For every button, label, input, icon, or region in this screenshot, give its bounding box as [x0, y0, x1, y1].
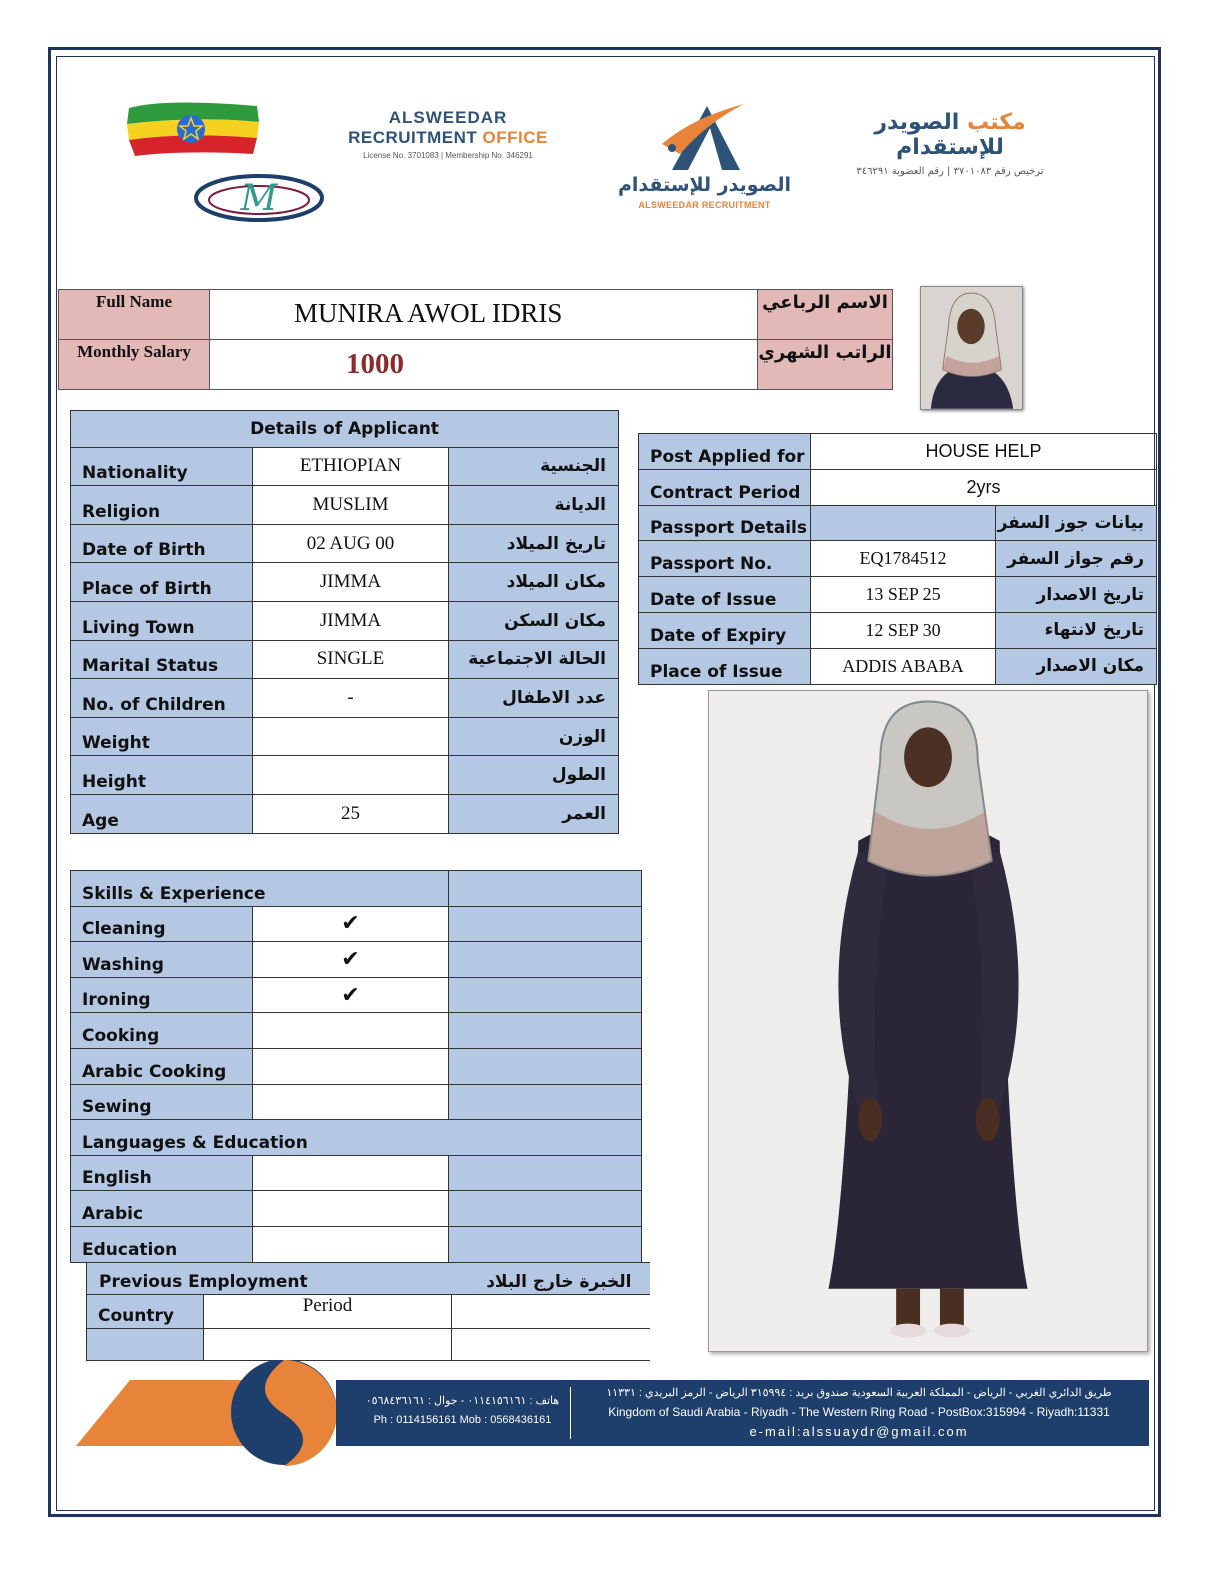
ethiopia-flag-logo: [125, 100, 261, 158]
details-value: -: [253, 679, 449, 718]
details-label: No. of Children: [71, 679, 253, 718]
previous-employment-title-ar: الخبرة خارج البلاد: [486, 1271, 632, 1292]
skill-check: [253, 1084, 449, 1120]
skill-label: Cooking: [71, 1013, 253, 1049]
office-license-text: License No. 3701083 | Membership No. 346291: [363, 151, 533, 160]
details-value: 25: [253, 794, 449, 833]
footer-address-en: Kingdom of Saudi Arabia - Riyadh - The Western Ring Road - PostBox:315994 - Riyadh:11331: [608, 1405, 1110, 1419]
details-value: MUSLIM: [253, 486, 449, 525]
passport-row: [639, 612, 1157, 648]
language-label: English: [71, 1155, 253, 1191]
arabic-office-brand: الصويدر للإستقدام: [874, 110, 1004, 160]
skill-row: [71, 1048, 642, 1084]
details-row: [71, 640, 619, 679]
details-title: Details of Applicant: [71, 411, 619, 448]
details-label-ar: العمر: [449, 794, 619, 833]
full-name-label: Full Name: [59, 290, 210, 340]
arabic-office-name: [820, 110, 1080, 160]
details-label: Religion: [71, 486, 253, 525]
details-label-ar: عدد الاطفال: [449, 679, 619, 718]
name-salary-table: [58, 289, 893, 390]
previous-period-value: [204, 1329, 452, 1361]
passport-row: [639, 577, 1157, 613]
skill-label: Sewing: [71, 1084, 253, 1120]
office-name-logo: [330, 108, 566, 178]
passport-label-ar: تاريخ الاصدار: [996, 577, 1157, 613]
details-value: SINGLE: [253, 640, 449, 679]
details-label-ar: مكان الميلاد: [449, 563, 619, 602]
skill-check: ✔: [253, 942, 449, 978]
office-name-line1: ALSWEEDAR: [388, 108, 508, 127]
monthly-salary-label-ar: الراتب الشهري: [758, 340, 893, 390]
passport-label: Date of Issue: [639, 577, 811, 613]
previous-employment-header: [87, 1263, 650, 1295]
details-value: [253, 756, 449, 795]
period-label: Period: [204, 1295, 452, 1329]
passport-details-title: Passport Details: [639, 505, 811, 541]
skills-table: [70, 870, 642, 1263]
a-logo-arabic-text: الصويدر للإستقدام: [617, 174, 792, 196]
passport-label-ar: رقم جواز السفر: [996, 541, 1157, 577]
contract-period-value: 2yrs: [811, 469, 1157, 505]
passport-row: [639, 541, 1157, 577]
footer-divider: [570, 1387, 571, 1439]
details-value: JIMMA: [253, 563, 449, 602]
details-table: [70, 410, 619, 834]
details-label: Weight: [71, 717, 253, 756]
skill-label: Arabic Cooking: [71, 1048, 253, 1084]
language-label: Arabic: [71, 1191, 253, 1227]
skill-blank: [449, 1048, 642, 1084]
language-value: [253, 1155, 449, 1191]
details-row: [71, 524, 619, 563]
details-label-ar: مكان السكن: [449, 601, 619, 640]
footer-address-ar: طريق الدائري الغربي - الرياض - المملكة العربية السعودية صندوق بريد : ٣١٥٩٩٤ الرياض - الرمز البريدي : ١١٣٣١: [606, 1387, 1112, 1399]
skill-row: [71, 906, 642, 942]
details-label-ar: الديانة: [449, 486, 619, 525]
arabic-license-text: ترخيص رقم ٣٧٠١٠٨٣ | رقم العضوية ٣٤٦٢٩١: [856, 166, 1044, 177]
passport-label-ar: مكان الاصدار: [996, 648, 1157, 684]
details-label: Date of Birth: [71, 524, 253, 563]
contract-period-label: Contract Period: [639, 469, 811, 505]
skill-label: Cleaning: [71, 906, 253, 942]
language-row: [71, 1155, 642, 1191]
post-applied-value: HOUSE HELP: [811, 434, 1157, 470]
details-label: Nationality: [71, 447, 253, 486]
office-name-line2: [330, 128, 566, 148]
skill-blank: [449, 977, 642, 1013]
footer-phone-en: Ph : 0114156161 Mob : 0568436161: [373, 1414, 552, 1426]
language-row: [71, 1191, 642, 1227]
language-value: [253, 1226, 449, 1262]
m-circle-logo: [193, 172, 325, 224]
details-label-ar: الوزن: [449, 717, 619, 756]
details-value: [253, 717, 449, 756]
details-label: Marital Status: [71, 640, 253, 679]
skill-row: [71, 977, 642, 1013]
full-name-label-ar: الاسم الرباعي: [758, 290, 893, 340]
previous-employment-blank: [452, 1295, 650, 1329]
skill-blank: [449, 942, 642, 978]
languages-title: Languages & Education: [71, 1120, 642, 1156]
passport-label: Date of Expiry: [639, 612, 811, 648]
skill-check: ✔: [253, 906, 449, 942]
skill-label: Ironing: [71, 977, 253, 1013]
country-label: Country: [87, 1295, 204, 1329]
previous-employment-table: [86, 1262, 650, 1361]
skill-blank: [449, 1084, 642, 1120]
details-label-ar: الجنسية: [449, 447, 619, 486]
passport-label: Passport No.: [639, 541, 811, 577]
footer-address: [578, 1384, 1140, 1441]
language-label: Education: [71, 1226, 253, 1262]
skill-row: [71, 1013, 642, 1049]
details-row: [71, 447, 619, 486]
skills-title-blank: [449, 871, 642, 907]
arabic-office-logo: [820, 110, 1080, 177]
details-row: [71, 717, 619, 756]
details-value: 02 AUG 00: [253, 524, 449, 563]
details-row: [71, 794, 619, 833]
skill-blank: [449, 906, 642, 942]
language-value: [253, 1191, 449, 1227]
details-label-ar: تاريخ الميلاد: [449, 524, 619, 563]
previous-extra-value: [452, 1329, 650, 1361]
arabic-office-word: مكتب: [959, 110, 1026, 135]
office-name-recruitment: RECRUITMENT: [348, 128, 483, 147]
passport-label-ar: تاريخ لانتهاء: [996, 612, 1157, 648]
full-name-value: MUNIRA AWOL IDRIS: [210, 290, 758, 340]
footer-emblem: [74, 1360, 346, 1468]
previous-employment-title: Previous Employment: [99, 1271, 308, 1292]
previous-country-value: [87, 1329, 204, 1361]
details-row: [71, 486, 619, 525]
details-label-ar: الحالة الاجتماعية: [449, 640, 619, 679]
details-value: JIMMA: [253, 601, 449, 640]
skill-label: Washing: [71, 942, 253, 978]
footer-contact: [360, 1392, 565, 1430]
skill-check: [253, 1048, 449, 1084]
details-label: Height: [71, 756, 253, 795]
skill-row: [71, 1084, 642, 1120]
office-name-office: OFFICE: [482, 128, 548, 147]
details-label: Age: [71, 794, 253, 833]
passport-value: EQ1784512: [811, 541, 996, 577]
post-applied-label: Post Applied for: [639, 434, 811, 470]
monthly-salary-label: Monthly Salary: [59, 340, 210, 390]
passport-row: [639, 648, 1157, 684]
applicant-full-body-photo: [708, 690, 1148, 1352]
a-emblem-icon: [612, 98, 797, 174]
details-row: [71, 601, 619, 640]
svg-text:M: M: [240, 178, 278, 219]
passport-value: 12 SEP 30: [811, 612, 996, 648]
language-blank: [449, 1155, 642, 1191]
language-row: [71, 1226, 642, 1262]
skill-check: [253, 1013, 449, 1049]
skill-blank: [449, 1013, 642, 1049]
details-row: [71, 563, 619, 602]
skill-check: ✔: [253, 977, 449, 1013]
skills-title: Skills & Experience: [71, 871, 449, 907]
footer-email-link[interactable]: e-mail:alssuaydr@gmail.com: [749, 1424, 969, 1439]
details-label: Place of Birth: [71, 563, 253, 602]
skill-row: [71, 942, 642, 978]
passport-value: 13 SEP 25: [811, 577, 996, 613]
passport-value: ADDIS ABABA: [811, 648, 996, 684]
post-passport-table: [638, 433, 1157, 685]
details-label-ar: الطول: [449, 756, 619, 795]
details-value: ETHIOPIAN: [253, 447, 449, 486]
details-label: Living Town: [71, 601, 253, 640]
language-blank: [449, 1191, 642, 1227]
passport-label: Place of Issue: [639, 648, 811, 684]
a-emblem-logo: [612, 98, 797, 218]
applicant-portrait-photo: [920, 286, 1023, 410]
monthly-salary-value: 1000: [210, 340, 758, 390]
a-logo-english-text: ALSWEEDAR RECRUITMENT: [638, 200, 771, 210]
passport-details-blank: [811, 505, 996, 541]
footer-phone-ar: هاتف : ٠١١٤١٥٦١٦١ - جوال : ٠٥٦٨٤٣٦١٦١: [365, 1395, 560, 1407]
details-row: [71, 679, 619, 718]
passport-details-title-ar: بيانات جوز السفر: [996, 505, 1157, 541]
details-row: [71, 756, 619, 795]
language-blank: [449, 1226, 642, 1262]
